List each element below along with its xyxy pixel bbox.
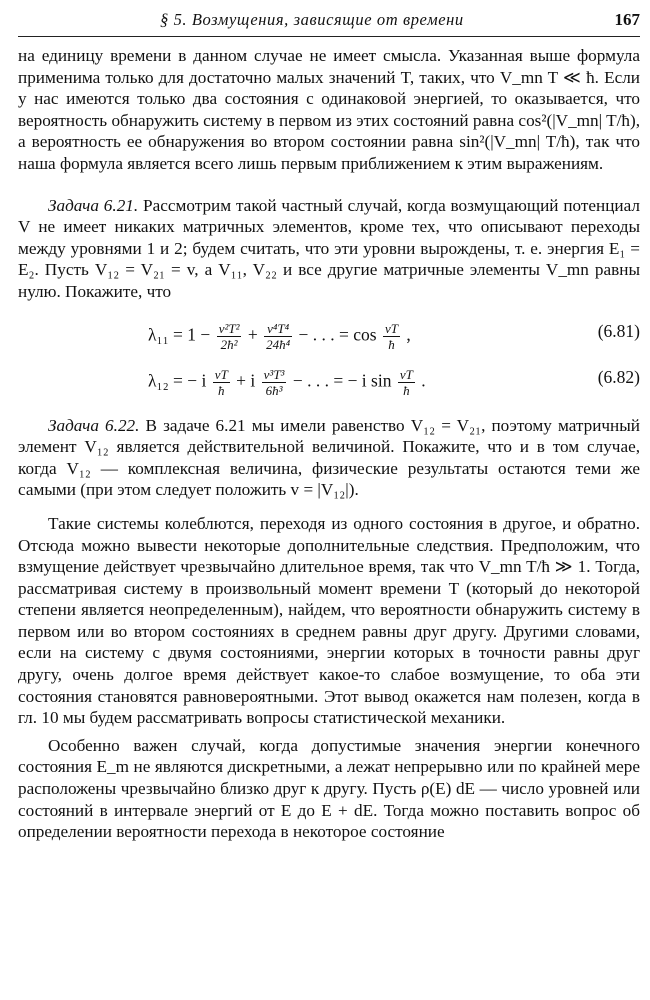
equation-lhs: λ₁₁ = 1 −	[148, 324, 211, 345]
punctuation: ,	[406, 324, 411, 345]
book-page	[18, 8, 640, 843]
operator: +	[247, 324, 258, 345]
paragraph-1: на единицу времени в данном случае не имеет смысла. Указанная выше формула применима только для достаточно малых значений T, таких, что V_mn T ≪ ħ. Если у нас имеются только два состояния с одинаковой энергией, то оказывается, что вероятность обнаружить систему в первом из этих состояний равна cos²(|V_mn| T/ħ), а вероятность ее обнаружения во втором состоянии равна sin²(|V_mn| T/ħ), так что наша формула является всего лишь первым приближением к этим выражениям.	[18, 46, 640, 173]
equation-6-81	[18, 309, 640, 355]
numerator: v²T²	[218, 320, 240, 336]
page-number: 167	[614, 10, 640, 29]
denominator: 6ħ³	[265, 382, 283, 398]
problem-label: Задача 6.22.	[48, 415, 140, 435]
denominator: ħ	[403, 382, 410, 398]
numerator: v³T³	[263, 366, 285, 382]
punctuation: .	[421, 370, 426, 391]
numerator: vT	[214, 366, 228, 382]
equation-lhs: λ₁₂ = − i	[148, 370, 207, 391]
fraction	[398, 367, 415, 398]
problem-text: Рассмотрим такой частный случай, когда возмущающий потенциал V не имеет никаких матричных элементов, кроме тех, что описывают переходы между уровнями 1 и 2; будем считать, что эти уровни вырождены, т. е. энергия E₁ = E₂. Пусть V₁₂ = V₂₁ = v, а V₁₁, V₂₂ и все другие матричные элементы V_mn равны нулю. Покажите, что	[18, 195, 640, 301]
paragraph-4: Такие системы колеблются, переходя из одного состояния в другое, и обратно. Отсюда можно вывести некоторые дополнительные следствия. Предположим, что взмущение действует чрезвычайно длительное время, так что V_mn T/ħ ≫ 1. Тогда, рассматривая систему в произвольный момент времени T (который до некоторой степени является неопределенным), найдем, что вероятности обнаружить систему в первом или во втором состояниях в среднем равны друг другу. Другими словами, если на систему с двумя состояниями, энергии которых в точности равны друг другу, очень долгое время действует какое-то слабое возмущение, то оба эти состояния становятся равновероятными. Этот вывод окажется нам полезен, когда в гл. 10 мы будем рассматривать вопросы статистической механики.	[18, 513, 640, 728]
equation-body	[148, 321, 411, 352]
problem-text: В задаче 6.21 мы имели равенство V₁₂ = V₂₁, поэтому матричный элемент V₁₂ является действительной величиной. Покажите, что и в том случае, когда V₁₂ — комплексная величина, физические результаты остаются теми же самыми (при этом следует положить v = |V₁₂|).	[18, 415, 640, 500]
numerator: v⁴T⁴	[264, 321, 292, 337]
problem-label: Задача 6.21.	[48, 195, 139, 215]
paragraph-5: Особенно важен случай, когда допустимые значения энергии конечного состояния E_m не являются дискретными, а лежат непрерывно или по крайней мере расположены чрезвычайно близко друг к другу. Пусть ρ(E) dE — число уровней или состояний в интервале энергий от E до E + dE. Тогда можно поставить вопрос об определении вероятности перехода в некоторое состояние	[18, 735, 640, 842]
fraction	[264, 321, 292, 352]
fraction	[262, 367, 287, 398]
denominator: 2ħ²	[220, 336, 238, 352]
numerator: vT	[384, 320, 398, 336]
equation-rest: − . . . = − i sin	[292, 370, 392, 391]
fraction	[213, 367, 230, 398]
equation-body	[148, 367, 426, 398]
equation-rest: − . . . = cos	[298, 324, 377, 345]
equation-number: (6.82)	[597, 366, 640, 387]
problem-6-21	[18, 195, 640, 303]
numerator: vT	[399, 366, 413, 382]
equation-number: (6.81)	[597, 320, 640, 341]
running-header	[18, 8, 640, 37]
denominator: 24ħ⁴	[266, 336, 291, 352]
problem-6-22	[18, 415, 640, 501]
equation-6-82	[18, 355, 640, 401]
denominator: ħ	[218, 382, 225, 398]
fraction	[383, 321, 400, 352]
running-title: § 5. Возмущения, зависящие от времени	[160, 10, 464, 29]
denominator: ħ	[388, 336, 395, 352]
fraction	[217, 321, 242, 352]
operator: + i	[236, 370, 256, 391]
